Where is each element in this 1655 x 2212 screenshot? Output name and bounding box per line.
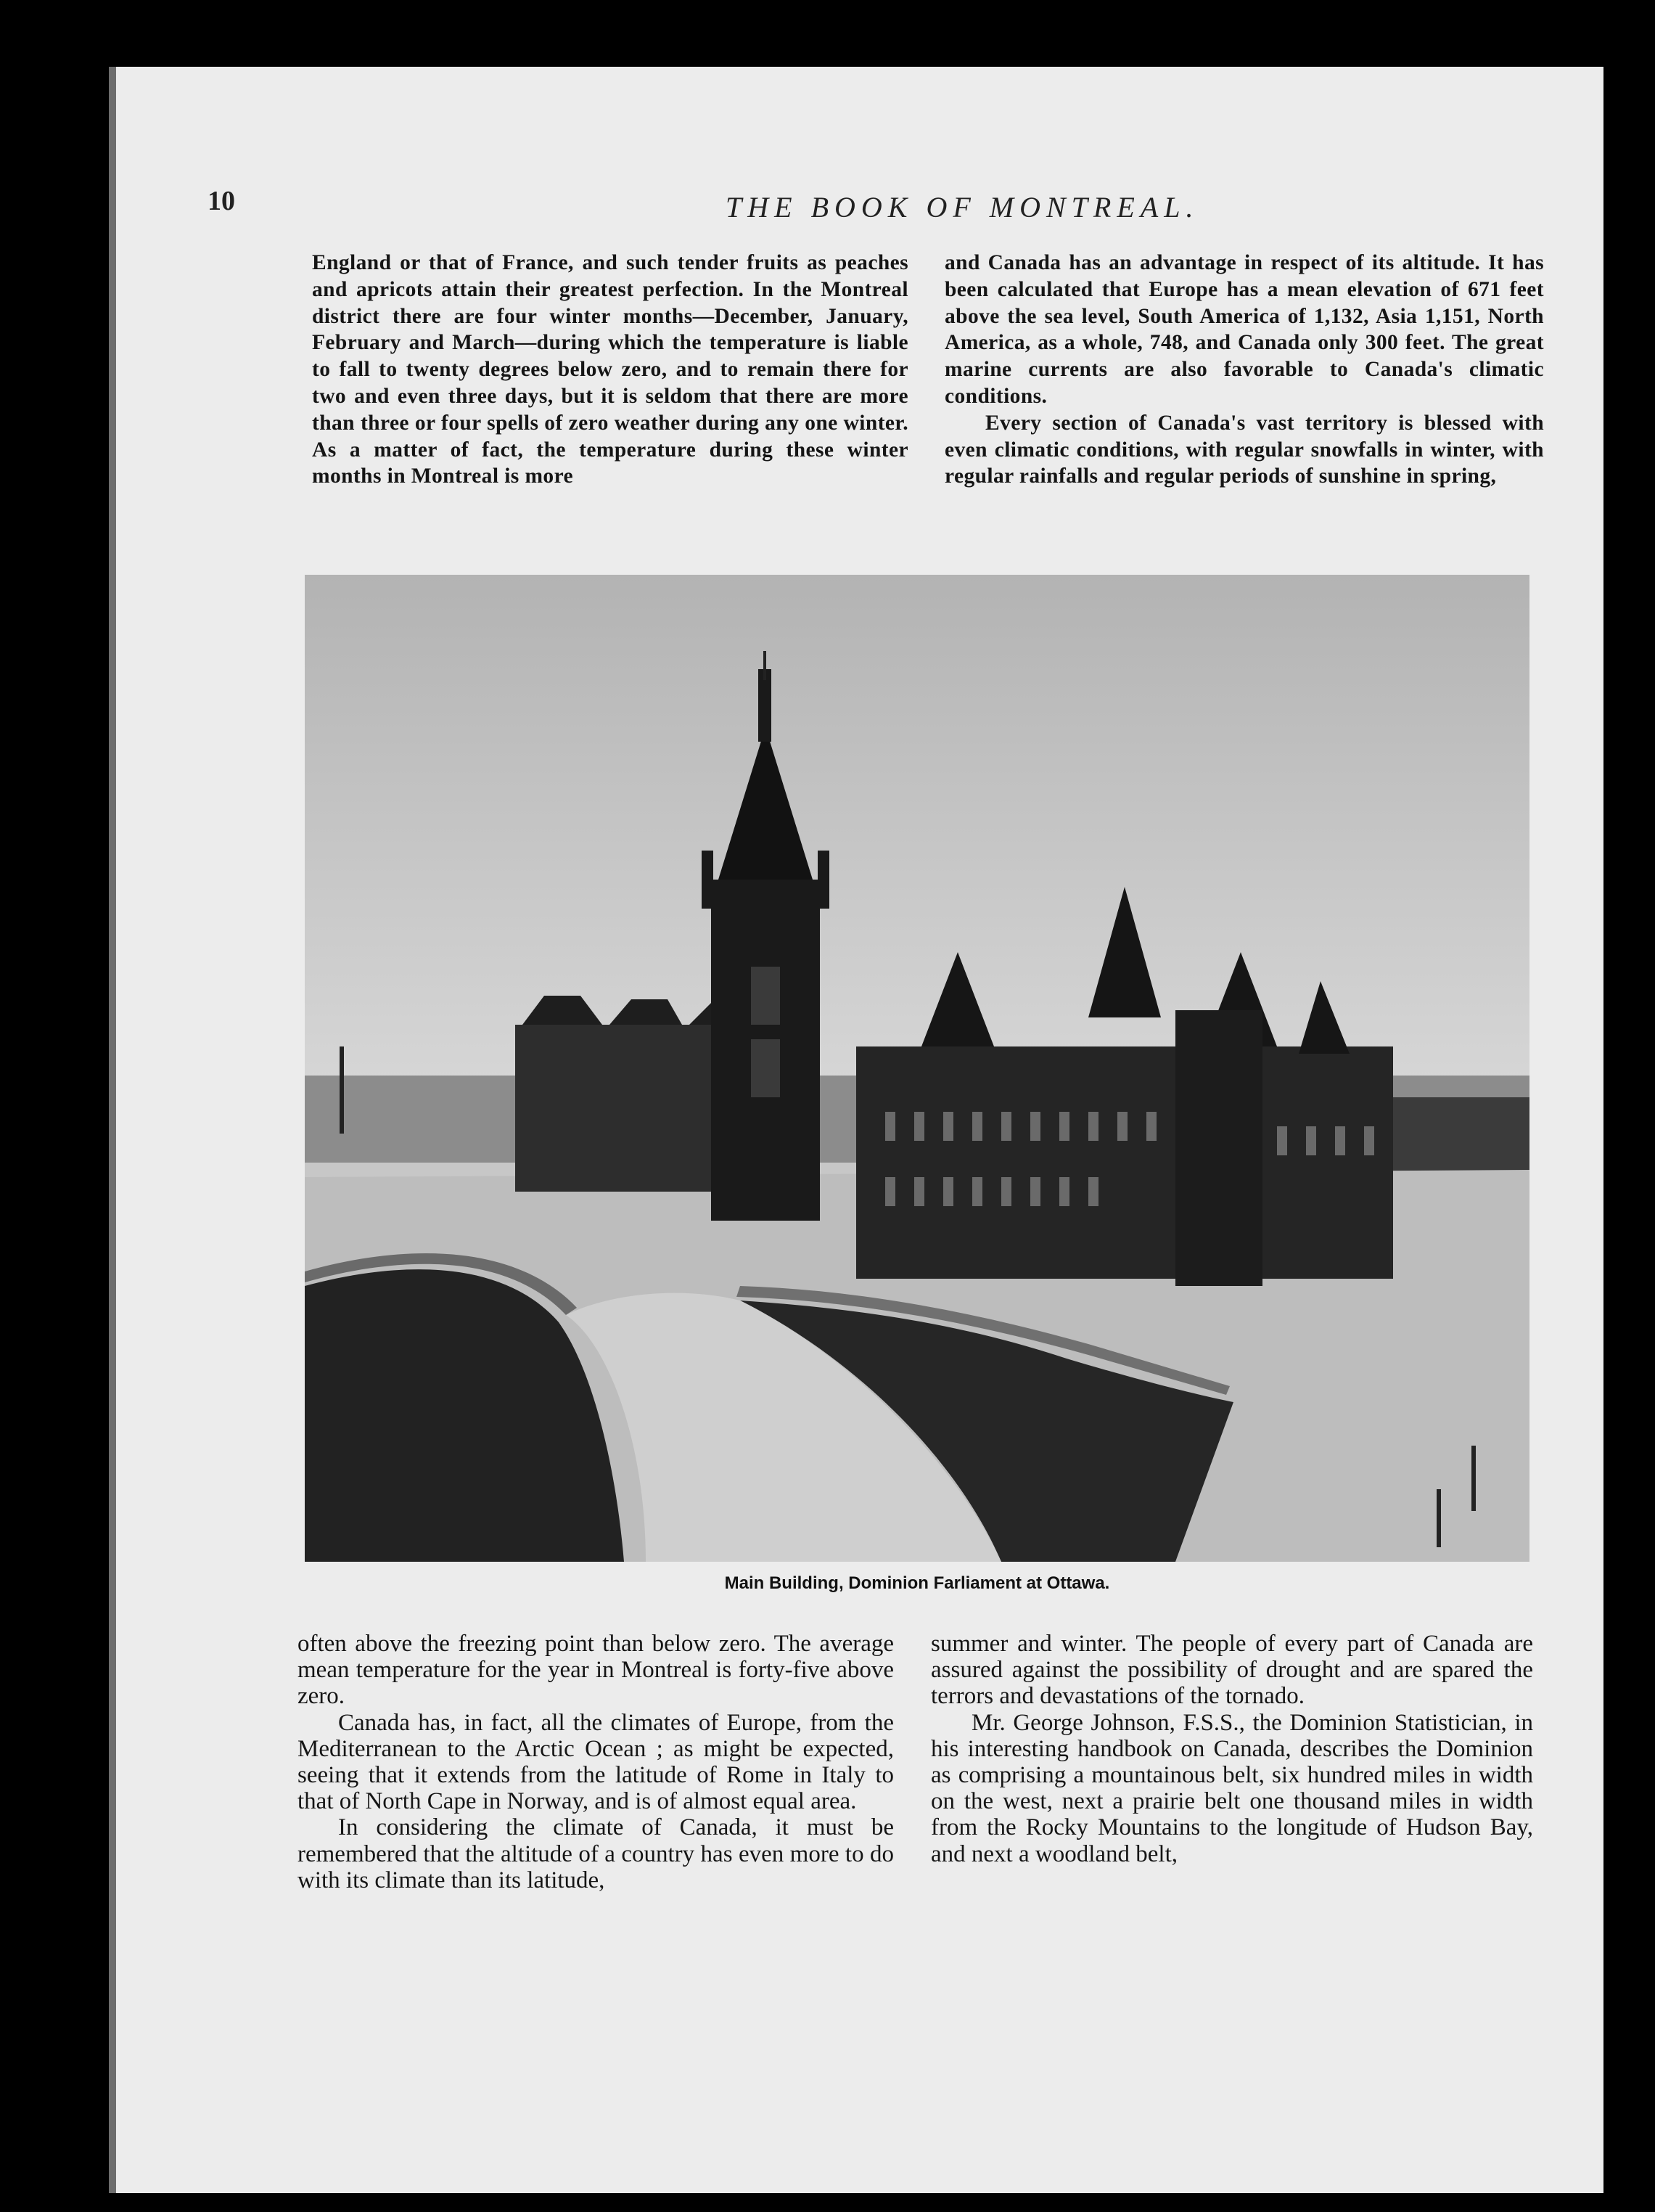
bottom-right-column	[931, 1631, 1533, 1867]
bottom-left-column	[297, 1631, 894, 1893]
paragraph: Every section of Canada's vast territory is blessed with even climatic conditions, with regular snowfalls in winter, with regular rainfalls and regular periods of sunshine in spring,	[945, 411, 1544, 488]
figure-caption: Main Building, Dominion Farliament at Ottawa.	[724, 1573, 1110, 1593]
paragraph: Canada has, in fact, all the climates of Europe, from the Mediterranean to the Arctic Ocean ; as might be expected, seeing that it extends from the latitude of Rome in Italy to that of North Cape in Norway, and is of almost equal area.	[297, 1709, 894, 1815]
top-left-column	[312, 250, 908, 490]
paragraph: Mr. George Johnson, F.S.S., the Dominion Statistician, in his interesting handbook on Canada, describes the Dominion as comprising a mountainous belt, six hundred miles in width on the west, next a prairie belt one thousand miles in width from the Rocky Mountains to the longitude of Hudson Bay, and next a woodland belt,	[931, 1709, 1533, 1867]
page-number: 10	[208, 186, 235, 216]
parliament-photograph	[305, 575, 1529, 1562]
paragraph: often above the freezing point than below zero. The average mean temperature for the year in Montreal is forty-five above zero.	[297, 1631, 894, 1710]
paragraph: In considering the climate of Canada, it must be remembered that the altitude of a country has even more to do with its climate than its latitude,	[297, 1814, 894, 1893]
top-right-column	[945, 250, 1544, 490]
paragraph: England or that of France, and such tender fruits as peaches and apricots attain their greatest perfection. In the Montreal district there are four winter months—December, January, February and March—during which the temperature is liable to fall to twenty degrees below zero, and to remain there for two and even three days, but it is seldom that there are more than three or four spells of zero weather during any one winter. As a matter of fact, the temperature during these winter months in Montreal is more	[312, 251, 908, 488]
running-title: THE BOOK OF MONTREAL.	[726, 191, 1199, 224]
paragraph: and Canada has an advantage in respect of its altitude. It has been calculated that Europe has a mean elevation of 671 feet above the sea level, South America of 1,132, Asia 1,151, North America, as a whole, 748, and Canada only 300 feet. The great marine currents are also favorable to Canada's climatic conditions.	[945, 251, 1544, 408]
binding-edge	[109, 67, 116, 2193]
paragraph: summer and winter. The people of every part of Canada are assured against the possibility of drought and are spared the terrors and devastations of the tornado.	[931, 1631, 1533, 1710]
